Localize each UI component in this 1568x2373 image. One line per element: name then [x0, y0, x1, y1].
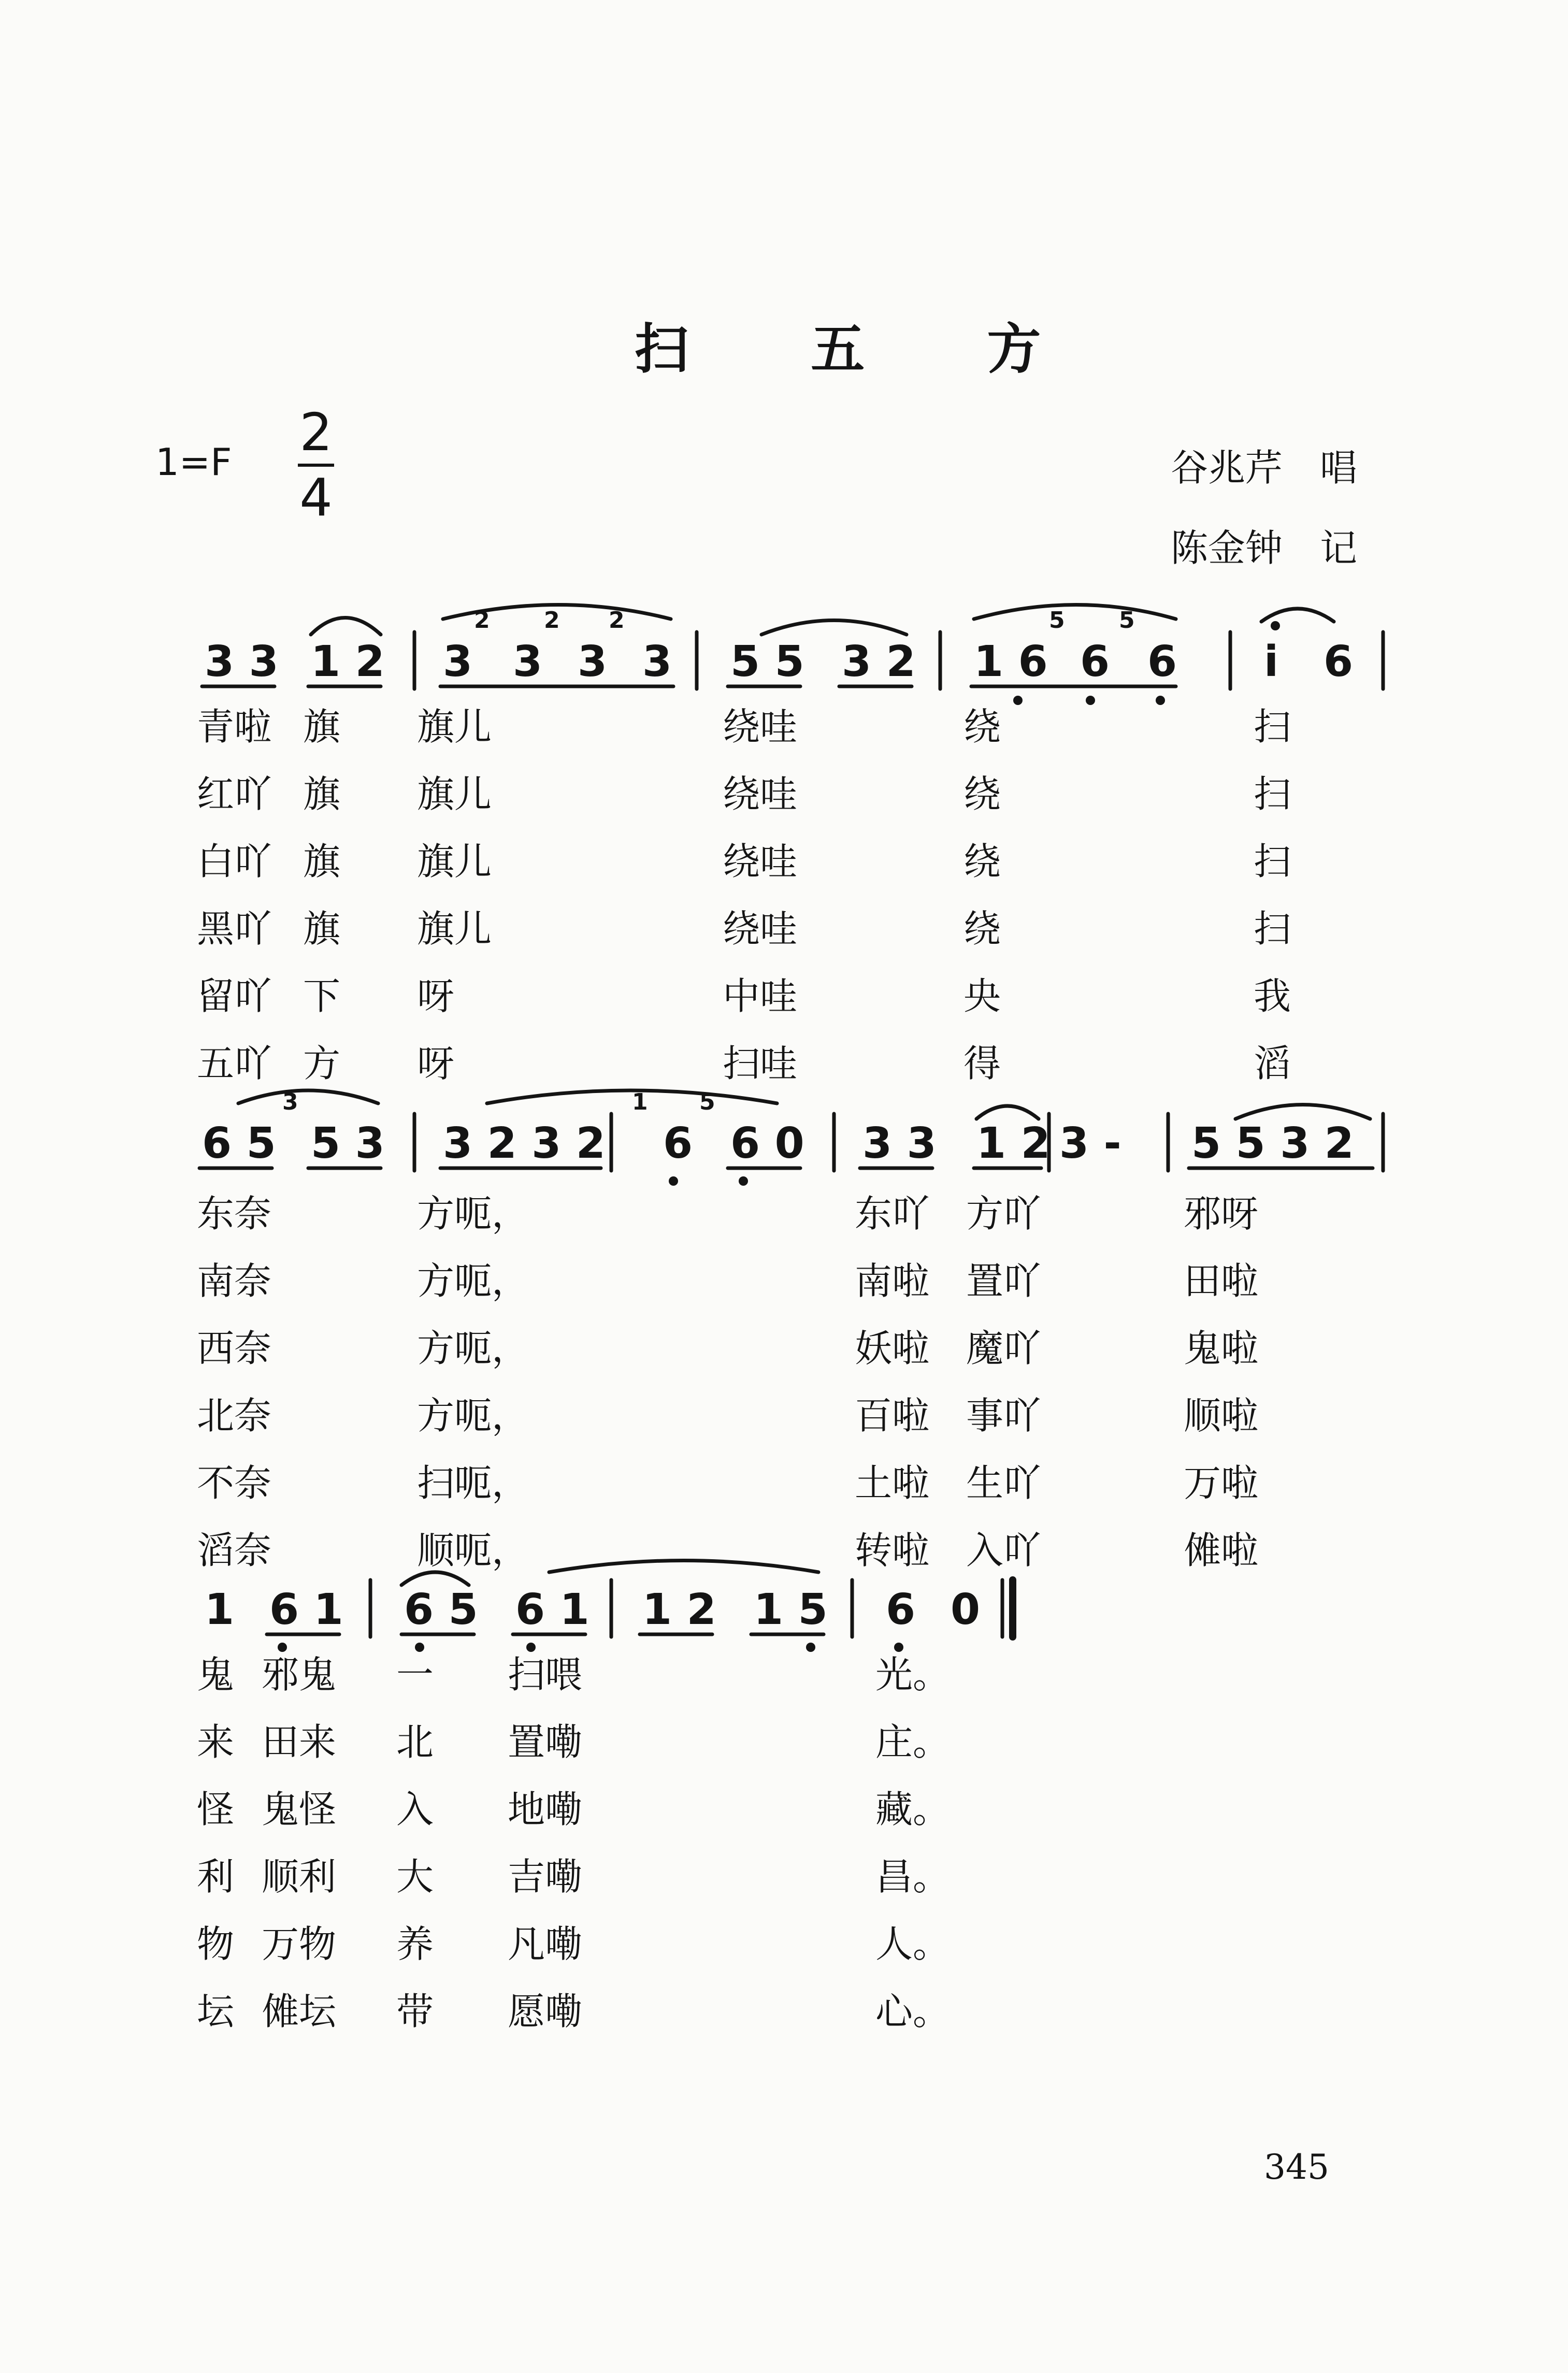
lyric-cell: 方吖 [966, 1192, 1041, 1235]
lyric-cell: 方呃， [417, 1327, 529, 1370]
lyric-cell: 扫 [1254, 907, 1291, 951]
lyric-cell: 万啦 [1184, 1461, 1259, 1505]
lyric-cell: 傩坛 [262, 1990, 337, 2033]
lyric-cell: 魔吖 [966, 1327, 1041, 1370]
low-octave-dot [278, 1643, 287, 1652]
note-group: 1 2 [642, 1585, 716, 1634]
note: i [1264, 637, 1279, 686]
lyric-cell: 扫 [1254, 772, 1291, 816]
lyric-cell: 物 [197, 1922, 235, 1966]
lyric-cell: 方 [303, 1042, 341, 1085]
note: 1 [205, 1585, 235, 1634]
note-group: 6 5 [404, 1585, 478, 1634]
lyric-cell: 绕 [963, 705, 1001, 749]
lyric-cell: 绕哇 [723, 772, 798, 816]
page-number: 345 [1264, 2147, 1329, 2187]
lyric-cell: 呀 [417, 974, 455, 1018]
grace-note: 2 [544, 607, 560, 634]
lyric-cell: 白吖 [197, 840, 272, 883]
lyric-cell: 绕哇 [723, 840, 798, 883]
lyric-cell: 绕 [963, 840, 1001, 883]
lyric-cell: 绕 [963, 907, 1001, 951]
lyric-cell: 方呃， [417, 1192, 529, 1235]
high-octave-dot [1271, 621, 1280, 630]
lyric-cell: 藏。 [875, 1788, 951, 1831]
grace-note: 2 [609, 607, 625, 634]
lyric-cell: 昌。 [875, 1855, 951, 1899]
note: 3 [443, 637, 473, 686]
slur [549, 1561, 818, 1573]
lyric-cell: 地嘞 [508, 1788, 583, 1831]
lyric-cell: 旗 [303, 772, 341, 816]
note-group: 6 1 [515, 1585, 589, 1634]
note-group: 3 - [1059, 1119, 1121, 1168]
lyric-cell: 扫呃， [417, 1461, 529, 1505]
lyric-cell: 南啦 [855, 1259, 930, 1303]
lyric-cell: 得 [963, 1042, 1001, 1085]
slur [1261, 609, 1334, 622]
note: 6 [663, 1119, 693, 1168]
grace-note: 3 [282, 1089, 298, 1115]
note-group: 1 2 [976, 1119, 1051, 1168]
lyric-cell: 央 [963, 974, 1001, 1018]
low-octave-dot [1013, 696, 1023, 705]
note-group: 3 3 [862, 1119, 937, 1168]
slur [974, 605, 1176, 620]
lyric-cell: 鬼 [197, 1653, 235, 1696]
note: 6 [1080, 637, 1110, 686]
note-group: 3 2 3 2 [443, 1119, 606, 1168]
lyric-cell: 庄。 [875, 1720, 951, 1764]
lyric-cell: 事吖 [966, 1394, 1041, 1437]
lyric-cell: 旗儿 [417, 705, 492, 749]
grace-note: 2 [474, 607, 490, 634]
lyric-cell: 旗儿 [417, 772, 492, 816]
lyric-cell: 留吖 [197, 974, 272, 1018]
meter-bottom: 4 [299, 467, 333, 528]
lyric-cell: 绕哇 [723, 907, 798, 951]
slur [487, 1090, 777, 1103]
lyric-cell: 顺呃， [417, 1529, 529, 1572]
lyric-cell: 五吖 [197, 1042, 272, 1085]
meter-top: 2 [299, 402, 333, 463]
lyric-cell: 吉嘞 [508, 1855, 583, 1899]
slur [238, 1090, 378, 1103]
low-octave-dot [669, 1176, 678, 1186]
lyric-cell: 邪鬼 [262, 1653, 337, 1696]
lyric-cell: 绕哇 [723, 705, 798, 749]
lyric-cell: 来 [197, 1720, 235, 1764]
lyric-cell: 大 [396, 1855, 434, 1899]
lyric-cell: 傩啦 [1184, 1529, 1259, 1572]
lyric-cell: 旗 [303, 907, 341, 951]
lyric-cell: 土啦 [855, 1461, 930, 1505]
lyric-cell: 扫 [1254, 840, 1291, 883]
lyric-cell: 旗 [303, 705, 341, 749]
note-group: 5 3 [311, 1119, 385, 1168]
slur [443, 605, 671, 620]
lyric-cell: 怪 [197, 1788, 235, 1831]
lyric-cell: 绕 [963, 772, 1001, 816]
lyric-cell: 置吖 [966, 1259, 1041, 1303]
lyric-cell: 万物 [262, 1922, 337, 1966]
lyric-cell: 妖啦 [855, 1327, 930, 1370]
lyric-cell: 滔 [1254, 1042, 1291, 1085]
lyric-cell: 转啦 [855, 1529, 930, 1572]
note-group: 6 0 [730, 1119, 804, 1168]
lyric-cell: 东奈 [197, 1192, 272, 1235]
note: 6 [886, 1585, 916, 1634]
lyric-cell: 利 [197, 1855, 235, 1899]
lyric-cell: 鬼啦 [1184, 1327, 1259, 1370]
lyric-cell: 凡嘞 [508, 1922, 583, 1966]
key-signature: 1=F [155, 440, 232, 484]
lyric-cell: 我 [1254, 974, 1291, 1018]
slur [401, 1572, 469, 1585]
lyric-cell: 红吖 [197, 772, 272, 816]
low-octave-dot [1086, 696, 1095, 705]
lyric-cell: 扫哇 [723, 1042, 798, 1085]
lyric-cell: 田啦 [1184, 1259, 1259, 1303]
lyric-cell: 愿嘞 [508, 1990, 583, 2033]
lyric-cell: 扫 [1254, 705, 1291, 749]
lyric-cell: 置嘞 [508, 1720, 583, 1764]
singer-credit: 谷兆芹 唱 [1171, 446, 1358, 490]
lyric-cell: 下 [303, 974, 341, 1018]
lyric-cell: 中哇 [723, 974, 798, 1018]
lyric-cell: 青啦 [197, 705, 272, 749]
lyric-cell: 带 [396, 1990, 434, 2033]
low-octave-dot [739, 1176, 748, 1186]
slur [311, 618, 381, 635]
note-group: 1 6 [974, 637, 1048, 686]
lyric-cell: 黑吖 [197, 907, 272, 951]
lyric-cell: 北奈 [197, 1394, 272, 1437]
lyric-cell: 滔奈 [197, 1529, 272, 1572]
note-group: 3 2 [842, 637, 916, 686]
lyric-cell: 南奈 [197, 1259, 272, 1303]
lyric-cell: 邪呀 [1184, 1192, 1259, 1235]
note-group: 1 5 [754, 1585, 828, 1634]
lyric-cell: 旗儿 [417, 840, 492, 883]
lyric-cell: 西奈 [197, 1327, 272, 1370]
slur [1235, 1105, 1370, 1119]
lyric-cell: 东吖 [855, 1192, 930, 1235]
lyric-cell: 不奈 [197, 1461, 272, 1505]
lyric-cell: 光。 [875, 1653, 951, 1696]
note: 3 [642, 637, 672, 686]
low-octave-dot [526, 1643, 536, 1652]
note-group: 6 1 [269, 1585, 343, 1634]
note-group: 6 5 [202, 1119, 276, 1168]
grace-note: 5 [1119, 607, 1135, 634]
lyric-cell: 旗 [303, 840, 341, 883]
lyric-cell: 顺啦 [1184, 1394, 1259, 1437]
slur [976, 1106, 1039, 1119]
lyric-cell: 百啦 [855, 1394, 930, 1437]
note: 6 [1147, 637, 1177, 686]
lyric-cell: 人。 [875, 1922, 951, 1966]
note-group: 1 2 [311, 637, 385, 686]
lyric-cell: 扫喂 [508, 1653, 583, 1696]
note-group: 5 5 3 2 [1191, 1119, 1354, 1168]
note: 0 [951, 1585, 981, 1634]
note: 6 [1324, 637, 1354, 686]
lyric-cell: 养 [396, 1922, 434, 1966]
lyric-cell: 心。 [875, 1990, 951, 2033]
lyric-cell: 方呃， [417, 1394, 529, 1437]
grace-note: 5 [1049, 607, 1065, 634]
low-octave-dot [415, 1643, 424, 1652]
lyric-cell: 顺利 [262, 1855, 337, 1899]
lyric-cell: 田来 [262, 1720, 337, 1764]
low-octave-dot [894, 1643, 903, 1652]
low-octave-dot [1156, 696, 1165, 705]
lyric-cell: 方呃， [417, 1259, 529, 1303]
song-title: 扫 五 方 [635, 318, 1093, 381]
note: 3 [578, 637, 608, 686]
lyric-cell: 生吖 [966, 1461, 1041, 1505]
lyric-cell: 坛 [197, 1990, 235, 2033]
note: 3 [513, 637, 543, 686]
lyric-cell: 入吖 [966, 1529, 1041, 1572]
lyric-cell: 鬼怪 [262, 1788, 337, 1831]
grace-note: 5 [699, 1089, 715, 1115]
lyric-cell: 北 [396, 1720, 434, 1764]
recorder-credit: 陈金钟 记 [1171, 526, 1358, 570]
lyric-cell: 旗儿 [417, 907, 492, 951]
grace-note: 1 [632, 1089, 648, 1115]
lyric-cell: 呀 [417, 1042, 455, 1085]
lyric-cell: 入 [396, 1788, 434, 1831]
note-group: 3 3 [205, 637, 279, 686]
lyric-cell: 一 [396, 1653, 434, 1696]
low-octave-dot [806, 1643, 815, 1652]
slur [761, 621, 907, 635]
note-group: 5 5 [730, 637, 804, 686]
